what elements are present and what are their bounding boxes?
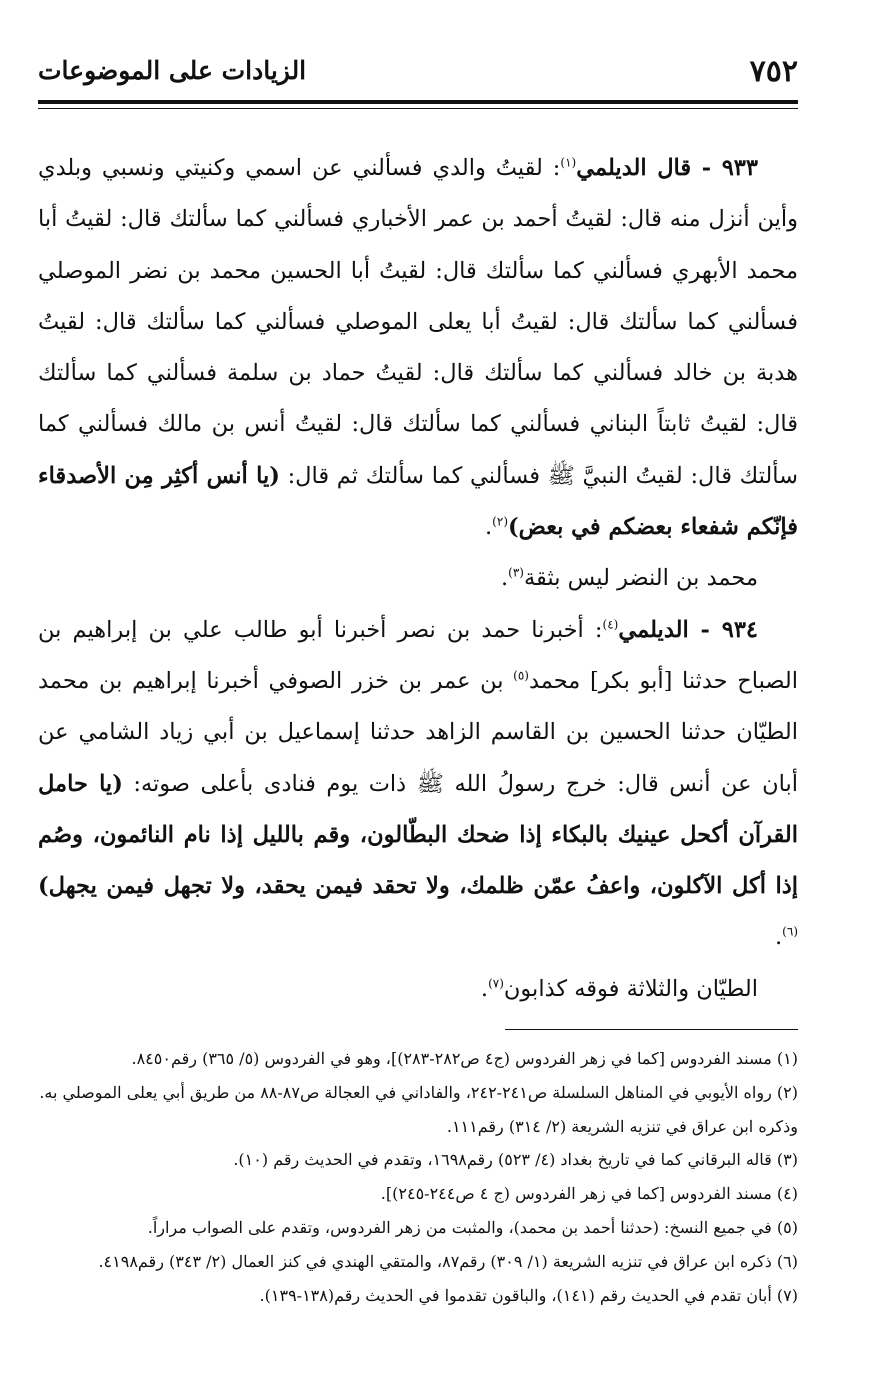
entry-isnad-cont: بن عمر بن خزر الصوفي أخبرنا إبراهيم بن محمد الطيّان حدثنا الحسين بن القاسم الزاهد حدثنا إسماعيل بن أبي زياد الشامي عن أبان عن أنس قال: خرج رسولُ الله ﷺ ذات يوم فنادى بأعلى صوته:: [38, 667, 798, 797]
entry-number: ٩٣٣: [721, 155, 758, 181]
footnote: (٦) ذكره ابن عراق في تنزيه الشريعة (١/ ٣٠٩) رقم٨٧، والمتقي الهندي في كنز العمال (٢/ ٣٤٣) رقم٤١٩٨.: [98, 1251, 798, 1271]
footnotes: [38, 1042, 798, 1312]
footnote: (٢) رواه الأيوبي في المناهل السلسلة ص٢٤١-٢٤٢، والفاداني في العجالة ص٨٧-٨٨ من طريق أبي يعلى الموصلي به.: [39, 1082, 798, 1102]
grading-comment: محمد بن النضر ليس بثقة: [523, 565, 758, 592]
entry-934-comment: الطيّان والثلاثة فوقه كذابون$^{(٧)}$.: [480, 975, 758, 1002]
footnote-ref: (٢): [492, 514, 508, 529]
footnote-continuation: وذكره ابن عراق في تنزيه الشريعة (٢/ ٣١٤) رقم١١١.: [446, 1116, 798, 1136]
header-rule-thick: [38, 100, 798, 104]
footnote: (٤) مسند الفردوس [كما في زهر الفردوس (ج ٤ ص٢٤٤-٢٤٥)].: [380, 1184, 798, 1204]
entry-933-comment: محمد بن النضر ليس بثقة$^{(٣)}$.: [500, 565, 758, 592]
entry-934: ٩٣٤ - الديلمي$^{(٤)}$: أخبرنا حمد بن نصر أخبرنا أبو طالب علي بن إبراهيم بن الصباح حدثنا [أبو بكر] محمد$^{(٥)}$ بن عمر بن خزر الصوفي أخبرنا إبراهيم بن محمد الطيّان حدثنا الحسين بن القاسم الزاهد حدثنا إسماعيل بن أبي زياد الشامي عن أبان عن أنس قال: خرج رسولُ الله ﷺ ذات يوم فنادى بأعلى صوته: (يا حامل القرآن أكحل عينيك بالبكاء إذا ضحك البطّالون، وقم بالليل إذا نام النائمون، وصُم إذا أكل الآكلون، واعفُ عمّن ظلمك، ولا تحقد فيمن يحقد، ولا تجهل فيمن يجهل)$^{(٦)}$.: [38, 616, 798, 951]
footnote: (٧) أبان تقدم في الحديث رقم (١٤١)، والباقون تقدموا في الحديث رقم(١٣٨-١٣٩).: [259, 1285, 798, 1305]
footnote-ref: (٣): [508, 565, 524, 580]
footnote-separator: [505, 1029, 798, 1030]
page-number: ٧٥٢: [749, 54, 798, 89]
entry-source: الديلمي: [618, 616, 689, 643]
footnote: (٥) في جميع النسخ: (حدثنا أحمد بن محمد)، والمثبت من زهر الفردوس، وتقدم على الصواب مراراً.: [147, 1217, 798, 1237]
entry-number: ٩٣٤: [721, 616, 758, 643]
entry-isnad: : أخبرنا حمد بن نصر أخبرنا أبو طالب علي بن إبراهيم بن الصباح حدثنا [أبو بكر] محمد: [38, 616, 798, 694]
footnote: (٣) قاله البرقاني كما في تاريخ بغداد (٤/ ٥٢٣) رقم١٦٩٨، وتقدم في الحديث رقم (١٠).: [233, 1150, 798, 1170]
entry-source: قال الديلمي: [576, 155, 692, 181]
footnote-ref: (٦): [782, 924, 798, 939]
footnote-ref: (٤): [602, 617, 619, 632]
running-title: الزيادات على الموضوعات: [38, 56, 307, 85]
grading-comment: الطيّان والثلاثة فوقه كذابون: [503, 975, 758, 1002]
hadith-text: (يا حامل القرآن أكحل عينيك بالبكاء إذا ضحك البطّالون، وقم بالليل إذا نام النائمون، وصُم إذا أكل الآكلون، واعفُ عمّن ظلمك، ولا تحقد فيمن يحقد، ولا تجهل فيمن يجهل): [38, 770, 798, 900]
footnote: (١) مسند الفردوس [كما في زهر الفردوس (ج٤ ص٢٨٢-٢٨٣)]، وهو في الفردوس (٥/ ٣٦٥) رقم٨٤٥٠.: [131, 1049, 798, 1068]
page-header: [38, 48, 798, 98]
footnote-ref: (٥): [513, 668, 529, 683]
entry-isnad: : لقيتُ والدي فسألني عن اسمي وكنيتي ونسبي وبلدي وأين أنزل منه قال: لقيتُ أحمد بن عمر الأخباري فسألني كما سألتك قال: لقيتُ أبا محمد الأبهري فسألني كما سألتك قال: لقيتُ أبا الحسين محمد بن نضر الموصلي فسألني كما سألتك قال: لقيتُ أبا يعلى الموصلي فسألني كما سألتك قال: لقيتُ هدبة بن خالد فسألني كما سألتك قال: لقيتُ حماد بن سلمة فسألني كما سألتك قال: لقيتُ ثابتاً البناني فسألني كما سألتك قال: لقيتُ أنس بن مالك فسألني كما سألتك قال: لقيتُ النبيَّ ﷺ فسألني كما سألتك ثم قال:: [38, 155, 798, 489]
footnote-ref: (٧): [488, 976, 504, 991]
entry-933: ٩٣٣ - قال الديلمي$^{(١)}$: لقيتُ والدي فسألني عن اسمي وكنيتي ونسبي وبلدي وأين أنزل منه قال: لقيتُ أحمد بن عمر الأخباري فسألني كما سألتك قال: لقيتُ أبا محمد الأبهري فسألني كما سألتك قال: لقيتُ أبا الحسين محمد بن نضر الموصلي فسألني كما سألتك قال: لقيتُ أبا يعلى الموصلي فسألني كما سألتك قال: لقيتُ هدبة بن خالد فسألني كما سألتك قال: لقيتُ حماد بن سلمة فسألني كما سألتك قال: لقيتُ ثابتاً البناني فسألني كما سألتك قال: لقيتُ أنس بن مالك فسألني كما سألتك قال: لقيتُ النبيَّ ﷺ فسألني كما سألتك ثم قال: (يا أنس أكثِر مِن الأصدقاء فإنّكم شفعاء بعضكم في بعض)$^{(٢)}$.: [38, 155, 798, 541]
footnote-ref: (١): [560, 155, 577, 170]
hadith-text: (يا أنس أكثِر مِن الأصدقاء فإنّكم شفعاء بعضكم في بعض): [38, 462, 798, 541]
main-text: [38, 143, 798, 1015]
header-rule-thin: [38, 108, 798, 109]
